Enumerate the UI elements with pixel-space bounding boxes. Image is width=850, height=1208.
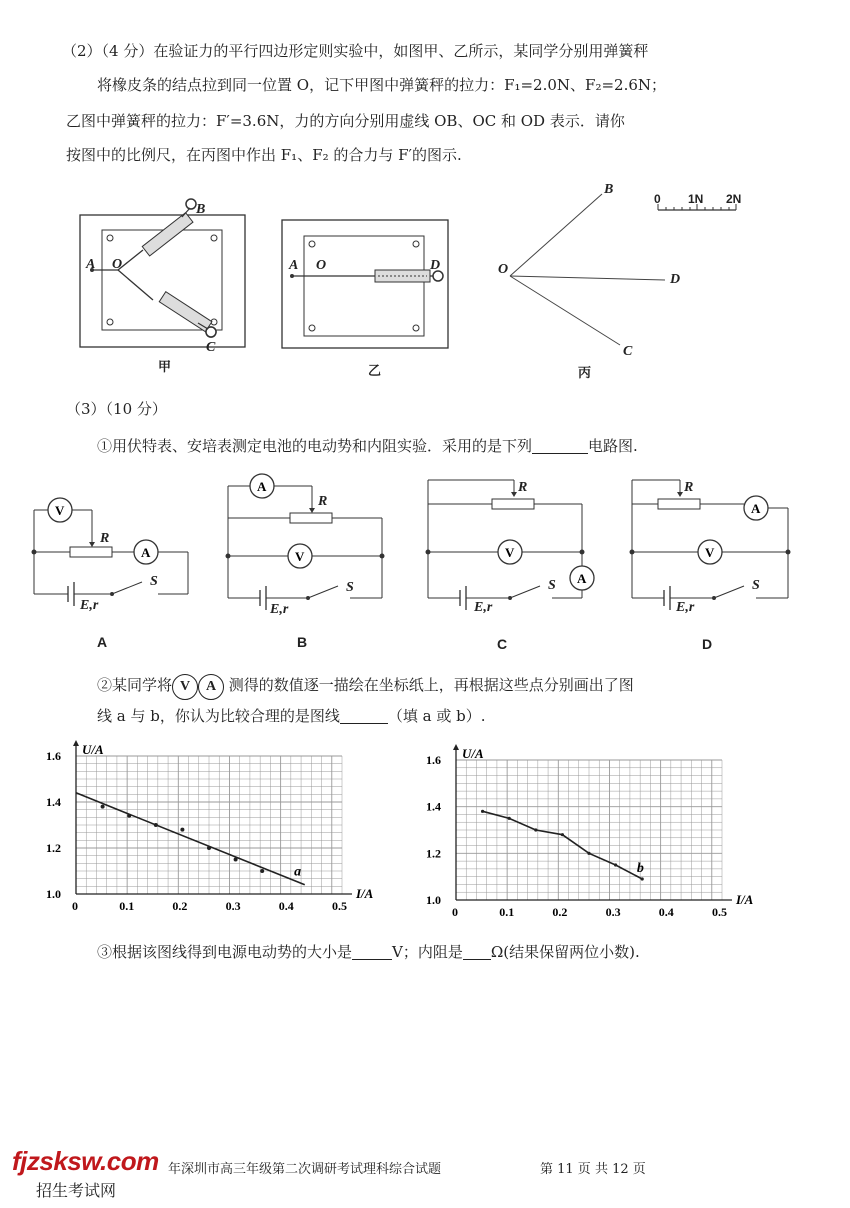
data-point xyxy=(508,817,511,820)
q3-p2-line2-a: 线 a 与 b，你认为比较合理的是图线 xyxy=(97,707,340,725)
y-tick-label: 1.2 xyxy=(46,841,61,855)
bing-label-B: B xyxy=(604,182,614,197)
y-tick-label: 1.0 xyxy=(426,893,441,907)
cB-E: E,r xyxy=(270,602,289,617)
x-tick-label: 0.3 xyxy=(225,899,241,913)
x-tick-label: 0.1 xyxy=(499,905,515,919)
circuit-B xyxy=(220,470,390,610)
yi-label-D: D xyxy=(430,258,441,273)
cB-R: R xyxy=(318,494,328,509)
cC-caption: C xyxy=(497,636,508,652)
x-tick-label: 0.1 xyxy=(119,899,135,913)
q3-header: （3）（10 分） xyxy=(66,400,167,418)
y-tick-label: 1.2 xyxy=(426,846,441,861)
y-tick-label: 1.6 xyxy=(46,749,61,763)
jia-caption: 甲 xyxy=(158,359,172,374)
curve-label-b: b xyxy=(636,861,644,876)
q2-line1: （2）（4 分）在验证力的平行四边形定则实验中，如图甲、乙所示，某同学分别用弹簧秤 xyxy=(62,42,649,60)
svg-text:A: A xyxy=(751,501,761,516)
svg-text:A: A xyxy=(141,545,151,560)
answer-blank-line[interactable] xyxy=(340,708,388,724)
bing-caption: 丙 xyxy=(578,365,592,380)
x-tick-label: 0.4 xyxy=(278,899,294,913)
footer-title: 年深圳市高三年级第二次调研考试理科综合试题 xyxy=(168,1162,442,1177)
x-tick-label: 0.5 xyxy=(332,899,347,913)
x-tick-label: 0.2 xyxy=(172,899,188,913)
q3-p3-b: V；内阻是 xyxy=(392,943,463,961)
voltmeter-symbol: V xyxy=(172,674,198,700)
data-point xyxy=(587,852,590,855)
figure-yi xyxy=(280,218,455,353)
y-axis-arrow xyxy=(453,744,459,750)
svg-text:A: A xyxy=(577,571,587,586)
ammeter-symbol: A xyxy=(198,674,224,700)
cC-E: E,r xyxy=(474,600,493,615)
jia-label-A: A xyxy=(86,257,96,272)
graph-a xyxy=(30,730,410,920)
q3-p3-c: Ω(结果保留两位小数). xyxy=(490,943,640,961)
cD-E: E,r xyxy=(676,600,695,615)
bing-label-D: D xyxy=(670,272,681,287)
scale-2N: 2N xyxy=(726,192,742,206)
site-logo: fjzsksw.com xyxy=(12,1146,159,1176)
jia-label-C: C xyxy=(206,340,216,355)
footer-page: 第 11 页 共 12 页 xyxy=(540,1162,646,1177)
x-tick-label: 0.3 xyxy=(605,905,621,919)
q3-p2-a: ②某同学将 xyxy=(97,676,173,694)
cC-R: R xyxy=(518,480,528,495)
site-logo-sub: 招生考试网 xyxy=(36,1181,117,1200)
q3-p1-before: ①用伏特表、安培表测定电池的电动势和内阻实验．采用的是下列 xyxy=(97,437,533,455)
x-tick-label: 0.4 xyxy=(658,905,674,919)
q2-line3: 乙图中弹簧秤的拉力：F′=3.6N，力的方向分别用虚线 OB、OC 和 OD 表示．请你 xyxy=(66,112,625,130)
svg-text:A: A xyxy=(257,479,267,494)
data-point xyxy=(641,877,644,880)
y-tick-label: 1.4 xyxy=(46,795,61,809)
data-point xyxy=(260,869,264,873)
q3-p2-line2-b: （填 a 或 b）. xyxy=(387,707,486,725)
graph-b xyxy=(410,730,790,930)
answer-blank-circuit[interactable] xyxy=(532,438,588,454)
cB-caption: B xyxy=(297,634,308,650)
y-tick-label: 1.0 xyxy=(46,887,61,901)
x-tick-label: 0.2 xyxy=(552,905,568,919)
q3-p2-line2 xyxy=(97,708,485,724)
x-tick-label: 0 xyxy=(452,905,458,919)
bing-label-C: C xyxy=(623,344,633,359)
yi-label-O: O xyxy=(316,258,327,273)
bing-label-O: O xyxy=(498,262,509,277)
x-axis-label: I/A xyxy=(356,886,374,901)
jia-label-O: O xyxy=(112,257,123,272)
y-tick-label: 1.4 xyxy=(426,799,441,814)
q2-line2: 将橡皮条的结点拉到同一位置 O，记下甲图中弹簧秤的拉力：F₁=2.0N、F₂=2.6N； xyxy=(97,76,667,94)
circuit-D xyxy=(624,472,804,612)
svg-text:V: V xyxy=(55,503,65,518)
figure-jia-detail xyxy=(78,195,258,360)
y-axis-label: U/A xyxy=(82,742,104,757)
scale-1N: 1N xyxy=(688,192,704,206)
q3-p2-line1 xyxy=(97,674,634,700)
q3-p3 xyxy=(97,944,640,960)
q3-p1-after: 电路图. xyxy=(588,437,638,455)
q3-p1 xyxy=(97,438,638,454)
curve-label-a: a xyxy=(294,864,302,880)
answer-blank-resistance[interactable] xyxy=(463,944,491,960)
x-tick-label: 0.5 xyxy=(712,905,727,919)
data-point xyxy=(481,810,484,813)
figure-bing xyxy=(490,180,760,370)
cA-R: R xyxy=(100,531,110,546)
answer-blank-emf[interactable] xyxy=(352,944,392,960)
cA-caption: A xyxy=(97,634,108,650)
cD-R: R xyxy=(684,480,694,495)
cB-S: S xyxy=(346,580,354,595)
circuit-C xyxy=(420,472,600,612)
y-axis-arrow xyxy=(73,740,79,746)
cC-S: S xyxy=(548,578,556,593)
cA-E: E,r xyxy=(80,598,99,613)
data-point xyxy=(101,805,105,809)
y-tick-label: 1.6 xyxy=(426,753,441,767)
cD-S: S xyxy=(752,578,760,593)
scale-0: 0 xyxy=(654,192,661,206)
data-point xyxy=(561,833,564,836)
data-point xyxy=(534,828,537,831)
y-axis-label: U/A xyxy=(462,746,484,761)
x-tick-label: 0 xyxy=(72,899,78,913)
jia-label-B: B xyxy=(196,202,206,217)
cD-caption: D xyxy=(702,636,713,652)
x-axis-label: I/A xyxy=(736,892,754,907)
data-point xyxy=(614,863,617,866)
yi-label-A: A xyxy=(289,258,299,273)
q2-line4: 按图中的比例尺，在丙图中作出 F₁、F₂ 的合力与 F′的图示. xyxy=(66,146,462,164)
circuit-A xyxy=(30,482,200,614)
data-point xyxy=(180,828,184,832)
svg-text:V: V xyxy=(705,545,715,560)
q3-p2-b: 测得的数值逐一描绘在坐标纸上，再根据这些点分别画出了图 xyxy=(228,676,634,694)
svg-text:V: V xyxy=(505,545,515,560)
cA-S: S xyxy=(150,574,158,589)
yi-caption: 乙 xyxy=(368,363,382,378)
q3-p3-a: ③根据该图线得到电源电动势的大小是 xyxy=(97,943,353,961)
svg-text:V: V xyxy=(295,549,305,564)
